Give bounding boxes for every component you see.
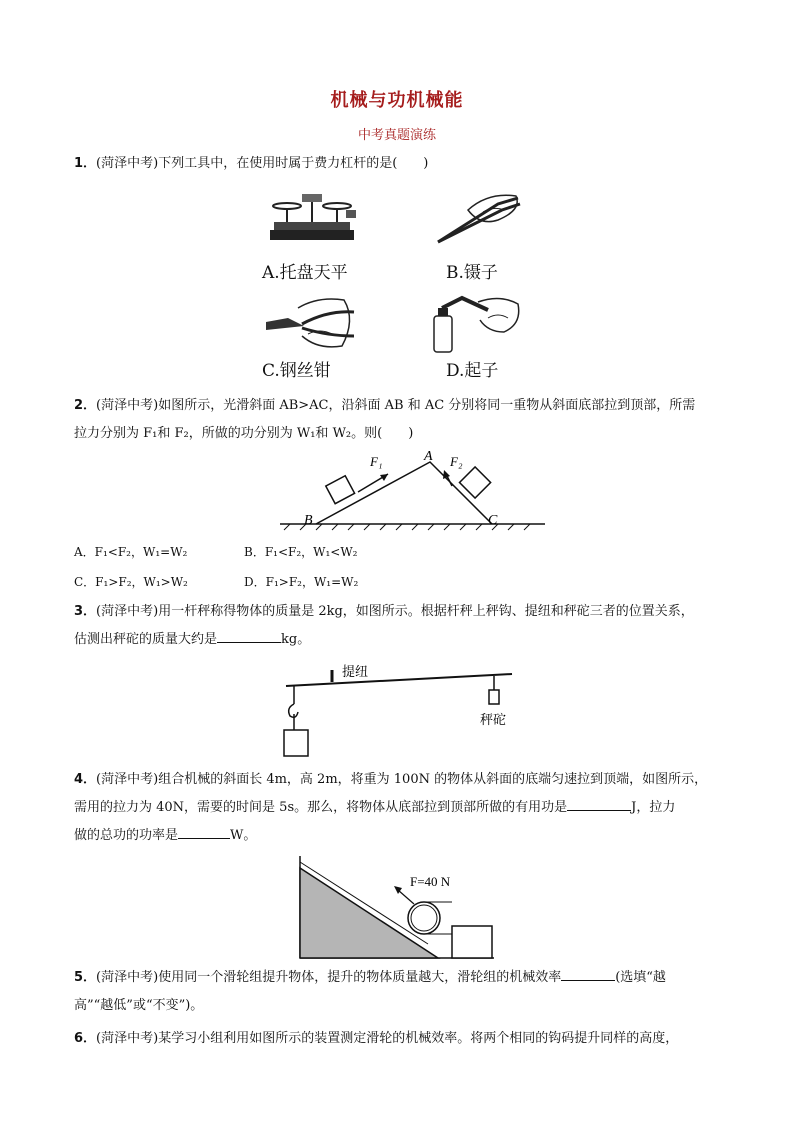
question-text: (菏泽中考)下列工具中，在使用时属于费力杠杆的是( ): [96, 156, 429, 171]
force-f1-label: F₁: [370, 454, 383, 469]
force-f2-label: F₂: [450, 454, 463, 469]
option-d-label: D.起子: [446, 361, 499, 381]
question-number: 5．: [74, 970, 97, 985]
unit-j: J，拉力: [631, 800, 676, 815]
question-text-line-2: 需用的拉力为 40N，需要的时间是 5s。那么，将物体从底部拉到顶部所做的有用功是: [74, 800, 568, 815]
question-text-line-1b: (选填“越: [615, 970, 666, 985]
chengtuo-label: 秤砣: [480, 713, 507, 728]
answer-blank[interactable]: [217, 628, 281, 643]
question-text-line-1: (菏泽中考)组合机械的斜面长 4m，高 2m，将重为 100N 的物体从斜面的底端匀速拉到顶端，如图所示，: [96, 772, 708, 787]
q2-option-b: B．F₁<F₂，W₁<W₂: [244, 545, 358, 559]
question-2: [74, 392, 724, 448]
q2-option-a: A．F₁<F₂，W₁=W₂: [74, 545, 188, 559]
tini-label: 提纽: [342, 665, 369, 680]
answer-blank[interactable]: [567, 796, 631, 811]
point-c-label: C: [488, 513, 498, 528]
incline-diagram: [280, 450, 550, 540]
question-number: 2．: [74, 398, 97, 413]
bottle-opener-image: [428, 292, 524, 352]
question-number: 6．: [74, 1031, 97, 1046]
incline-pulley-diagram: [298, 854, 498, 962]
page-title: 机械与功机械能: [330, 90, 464, 111]
question-text-line-2: 估测出秤砣的质量大约是: [74, 632, 218, 647]
question-5: [74, 964, 724, 1020]
page-subtitle: 中考真题演练: [357, 128, 436, 143]
question-number: 3．: [74, 604, 97, 619]
q2-option-c: C．F₁>F₂，W₁>W₂: [74, 575, 188, 589]
question-number: 4．: [74, 772, 97, 787]
unit-w: W。: [230, 828, 257, 843]
force-label: F=40 N: [410, 874, 451, 889]
question-text-line-1: (菏泽中考)使用同一个滑轮组提升物体，提升的物体质量越大，滑轮组的机械效率: [96, 970, 562, 985]
question-4: [74, 766, 724, 850]
question-1: [74, 150, 724, 178]
option-c-label: C.钢丝钳: [262, 361, 331, 381]
question-text-line-1: (菏泽中考)如图所示，光滑斜面 AB>AC，沿斜面 AB 和 AC 分别将同一重物从斜面底部拉到顶部，所需: [96, 398, 696, 413]
steelyard-diagram: [282, 660, 522, 760]
pliers-image: [258, 290, 358, 350]
question-6: [74, 1025, 724, 1053]
question-text-line-2: 拉力分别为 F₁和 F₂，所做的功分别为 W₁和 W₂。则( ): [74, 426, 414, 441]
answer-blank[interactable]: [561, 966, 615, 981]
point-a-label: A: [424, 449, 433, 464]
tweezers-image: [428, 190, 524, 250]
question-number: 1．: [74, 156, 97, 171]
question-text-line-1: (菏泽中考)用一杆秤称得物体的质量是 2kg，如图所示。根据杆秤上秤钩、提纽和秤砣三者的位置关系，: [96, 604, 694, 619]
point-b-label: B: [304, 513, 313, 528]
question-text-line-2: 高”“越低”或“不变”)。: [74, 998, 204, 1013]
q2-option-d: D．F₁>F₂，W₁=W₂: [244, 575, 359, 589]
question-3: [74, 598, 724, 654]
balance-scale-image: [262, 192, 362, 252]
question-text-line-1: (菏泽中考)某学习小组利用如图所示的装置测定滑轮的机械效率。将两个相同的钩码提升同样的高度，: [96, 1031, 679, 1046]
question-text-line-3: 做的总功的功率是: [74, 828, 179, 843]
option-b-label: B.镊子: [446, 263, 498, 283]
answer-blank[interactable]: [178, 824, 230, 839]
option-a-label: A.托盘天平: [262, 263, 348, 283]
unit-kg: kg。: [281, 632, 311, 647]
